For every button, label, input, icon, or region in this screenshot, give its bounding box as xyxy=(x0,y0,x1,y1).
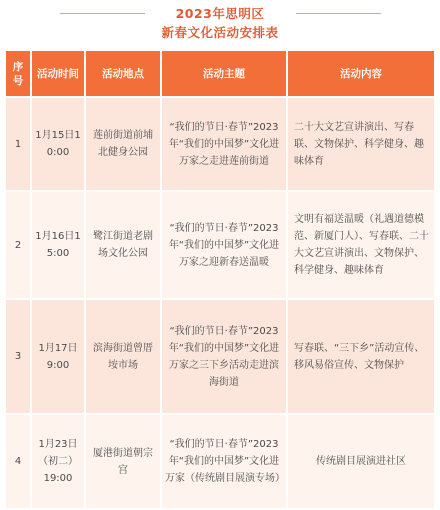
table-row xyxy=(5,414,435,509)
cell-theme: “我们的节日·春节”2023年“我们的中国梦”文化进万家之走进莲前街道 xyxy=(161,97,287,191)
cell-no: 4 xyxy=(5,414,31,509)
cell-theme: “我们的节日·春节”2023年“我们的中国梦”文化进万家之三下乡活动走进滨海街道 xyxy=(161,299,287,414)
cell-no: 1 xyxy=(5,97,31,191)
cell-content: 写春联、“三下乡”活动宣传、移风易俗宣传、文物保护 xyxy=(287,299,435,414)
title-main: 新春文化活动安排表 xyxy=(161,25,279,40)
cell-no: 2 xyxy=(5,191,31,299)
header-time: 活动时间 xyxy=(31,50,85,97)
table-title xyxy=(0,0,440,48)
table-header-row xyxy=(5,50,435,97)
schedule-table xyxy=(4,49,436,510)
cell-time: 1月16日15:00 xyxy=(31,191,85,299)
header-place: 活动地点 xyxy=(85,50,161,97)
cell-place: 鹭江街道老剧场文化公园 xyxy=(85,191,161,299)
table-row xyxy=(5,97,435,191)
cell-theme: “我们的节日·春节”2023年“我们的中国梦”文化进万家（传统剧目展演专场） xyxy=(161,414,287,509)
header-no: 序号 xyxy=(5,50,31,97)
cell-place: 厦港街道朝宗宫 xyxy=(85,414,161,509)
cell-content: 二十大文艺宣讲演出、写春联、文物保护、科学健身、趣味体育 xyxy=(287,97,435,191)
cell-content: 文明有福送温暖（礼遇道德模范、新厦门人）、写春联、二十大文艺宣讲演出、文物保护、科学健身、趣味体育 xyxy=(287,191,435,299)
header-content: 活动内容 xyxy=(287,50,435,97)
table-row xyxy=(5,191,435,299)
cell-time: 1月23日（初二）19:00 xyxy=(31,414,85,509)
cell-no: 3 xyxy=(5,299,31,414)
table-row xyxy=(5,299,435,414)
header-theme: 活动主题 xyxy=(161,50,287,97)
cell-place: 滨海街道曾厝垵市场 xyxy=(85,299,161,414)
cell-place: 莲前街道前埔北健身公园 xyxy=(85,97,161,191)
title-year: 2023年思明区 xyxy=(175,6,265,21)
cell-content: 传统剧目展演进社区 xyxy=(287,414,435,509)
cell-time: 1月15日10:00 xyxy=(31,97,85,191)
cell-time: 1月17日9:00 xyxy=(31,299,85,414)
cell-theme: “我们的节日·春节”2023年“我们的中国梦”文化进万家之迎新春送温暖 xyxy=(161,191,287,299)
